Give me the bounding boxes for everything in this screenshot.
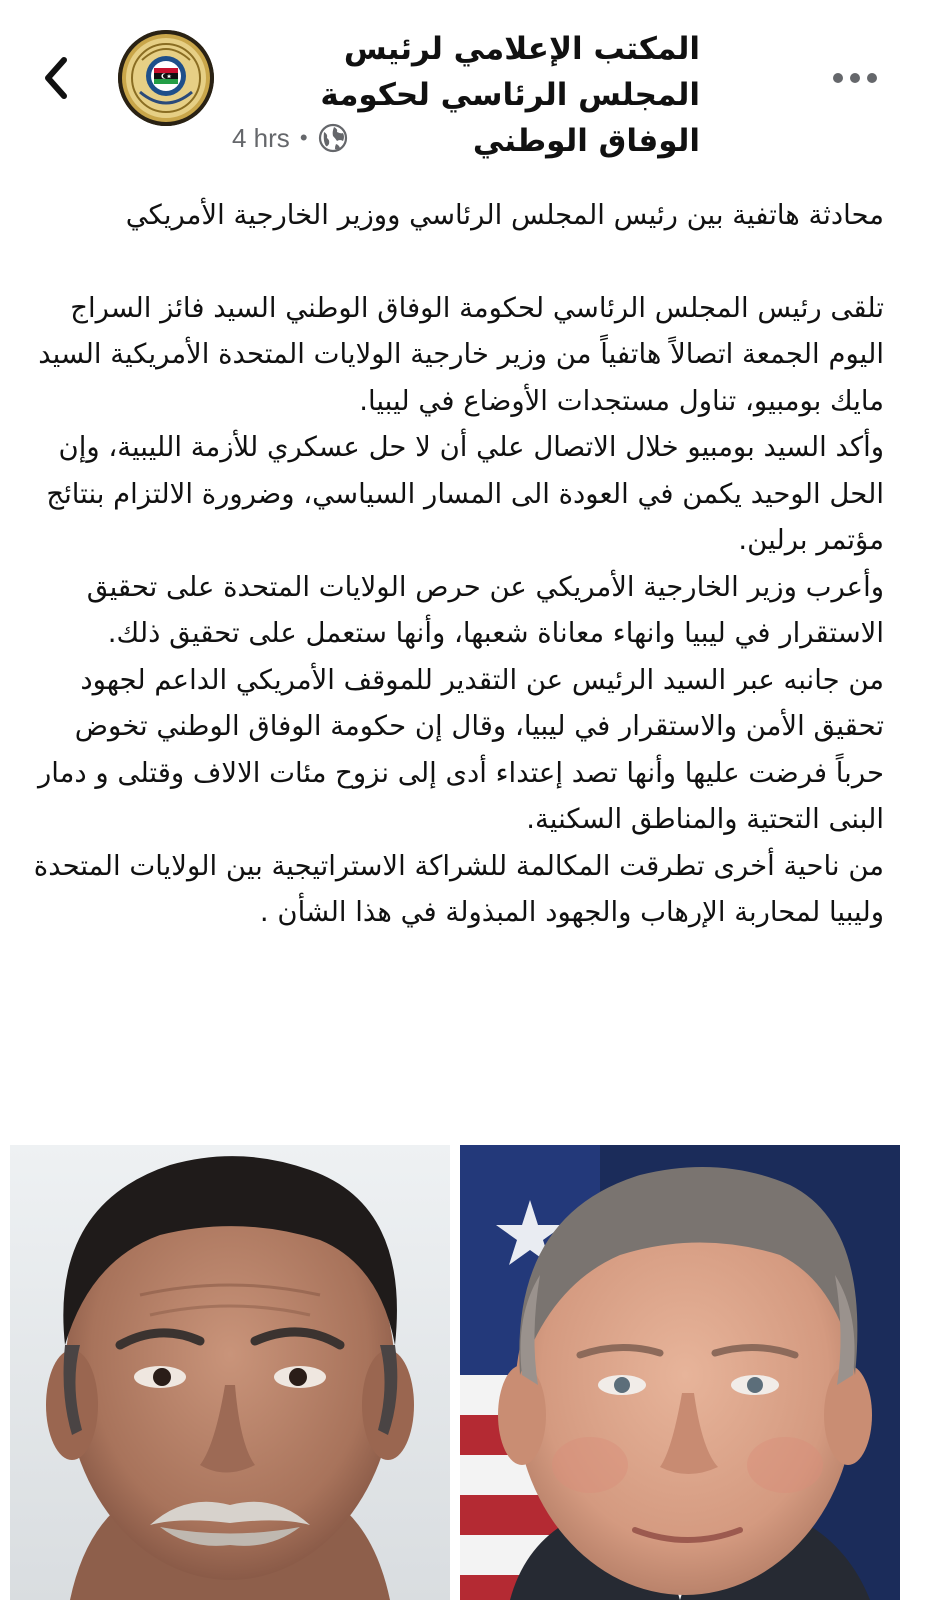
page-name[interactable]: المكتب الإعلامي لرئيس المجلس الرئاسي لحكومة الوفاق الوطني [320,31,700,159]
chevron-left-icon [36,52,76,104]
more-horizontal-icon [828,58,882,98]
portrait-photo-icon [460,1145,900,1600]
photo-grid [10,1145,900,1600]
post-paragraph-1: تلقى رئيس المجلس الرئاسي لحكومة الوفاق الوطني السيد فائز السراج اليوم الجمعة اتصالاً هاتفياً من وزير خارجية الولايات المتحدة الأمريكية السيد مايك بومبيو، تناول مستجدات الأوضاع في ليبيا. [38,291,884,417]
post-paragraph-3: وأعرب وزير الخارجية الأمريكي عن حرص الولايات المتحدة على تحقيق الاستقرار في ليبيا وانهاء معاناة شعبها، وأنها ستعمل على تحقيق ذلك. [86,570,884,649]
photo-right[interactable] [460,1145,900,1600]
post-paragraph-5: من ناحية أخرى تطرقت المكالمة للشراكة الاستراتيجية بين الولايات المتحدة وليبيا لمحاربة الإرهاب والجهود المبذولة في هذا الشأن . [33,849,884,928]
post-paragraph-4: من جانبه عبر السيد الرئيس عن التقدير للموقف الأمريكي الداعم لجهود تحقيق الأمن والاستقرار في ليبيا، وقال إن حكومة الوفاق الوطني تخوض حرباً فرضت عليها وأنها تصد إعتداء أدى إلى نزوح مئات الالاف وقتلى و دمار البنى التحتية والمناطق السكنية. [38,663,884,835]
photo-left[interactable] [10,1145,450,1600]
post-paragraph-2: وأكد السيد بومبيو خلال الاتصال علي أن لا حل عسكري للأزمة الليبية، وإن الحل الوحيد يكمن في العودة الى المسار السياسي، وضرورة الالتزام بنتائج مؤتمر برلين. [46,431,884,556]
back-button[interactable] [36,52,76,104]
emblem-icon [118,30,214,126]
post-body [30,192,884,936]
post-title: محادثة هاتفية بين رئيس المجلس الرئاسي ووزير الخارجية الأمريكي [125,199,884,231]
more-options-button[interactable] [828,58,882,98]
post-meta [232,118,348,158]
globe-icon[interactable] [318,123,348,153]
timestamp[interactable]: 4 hrs [232,122,290,153]
post-header [0,0,930,170]
portrait-photo-icon [10,1145,450,1600]
avatar[interactable] [118,30,214,126]
meta-separator: • [299,125,308,150]
